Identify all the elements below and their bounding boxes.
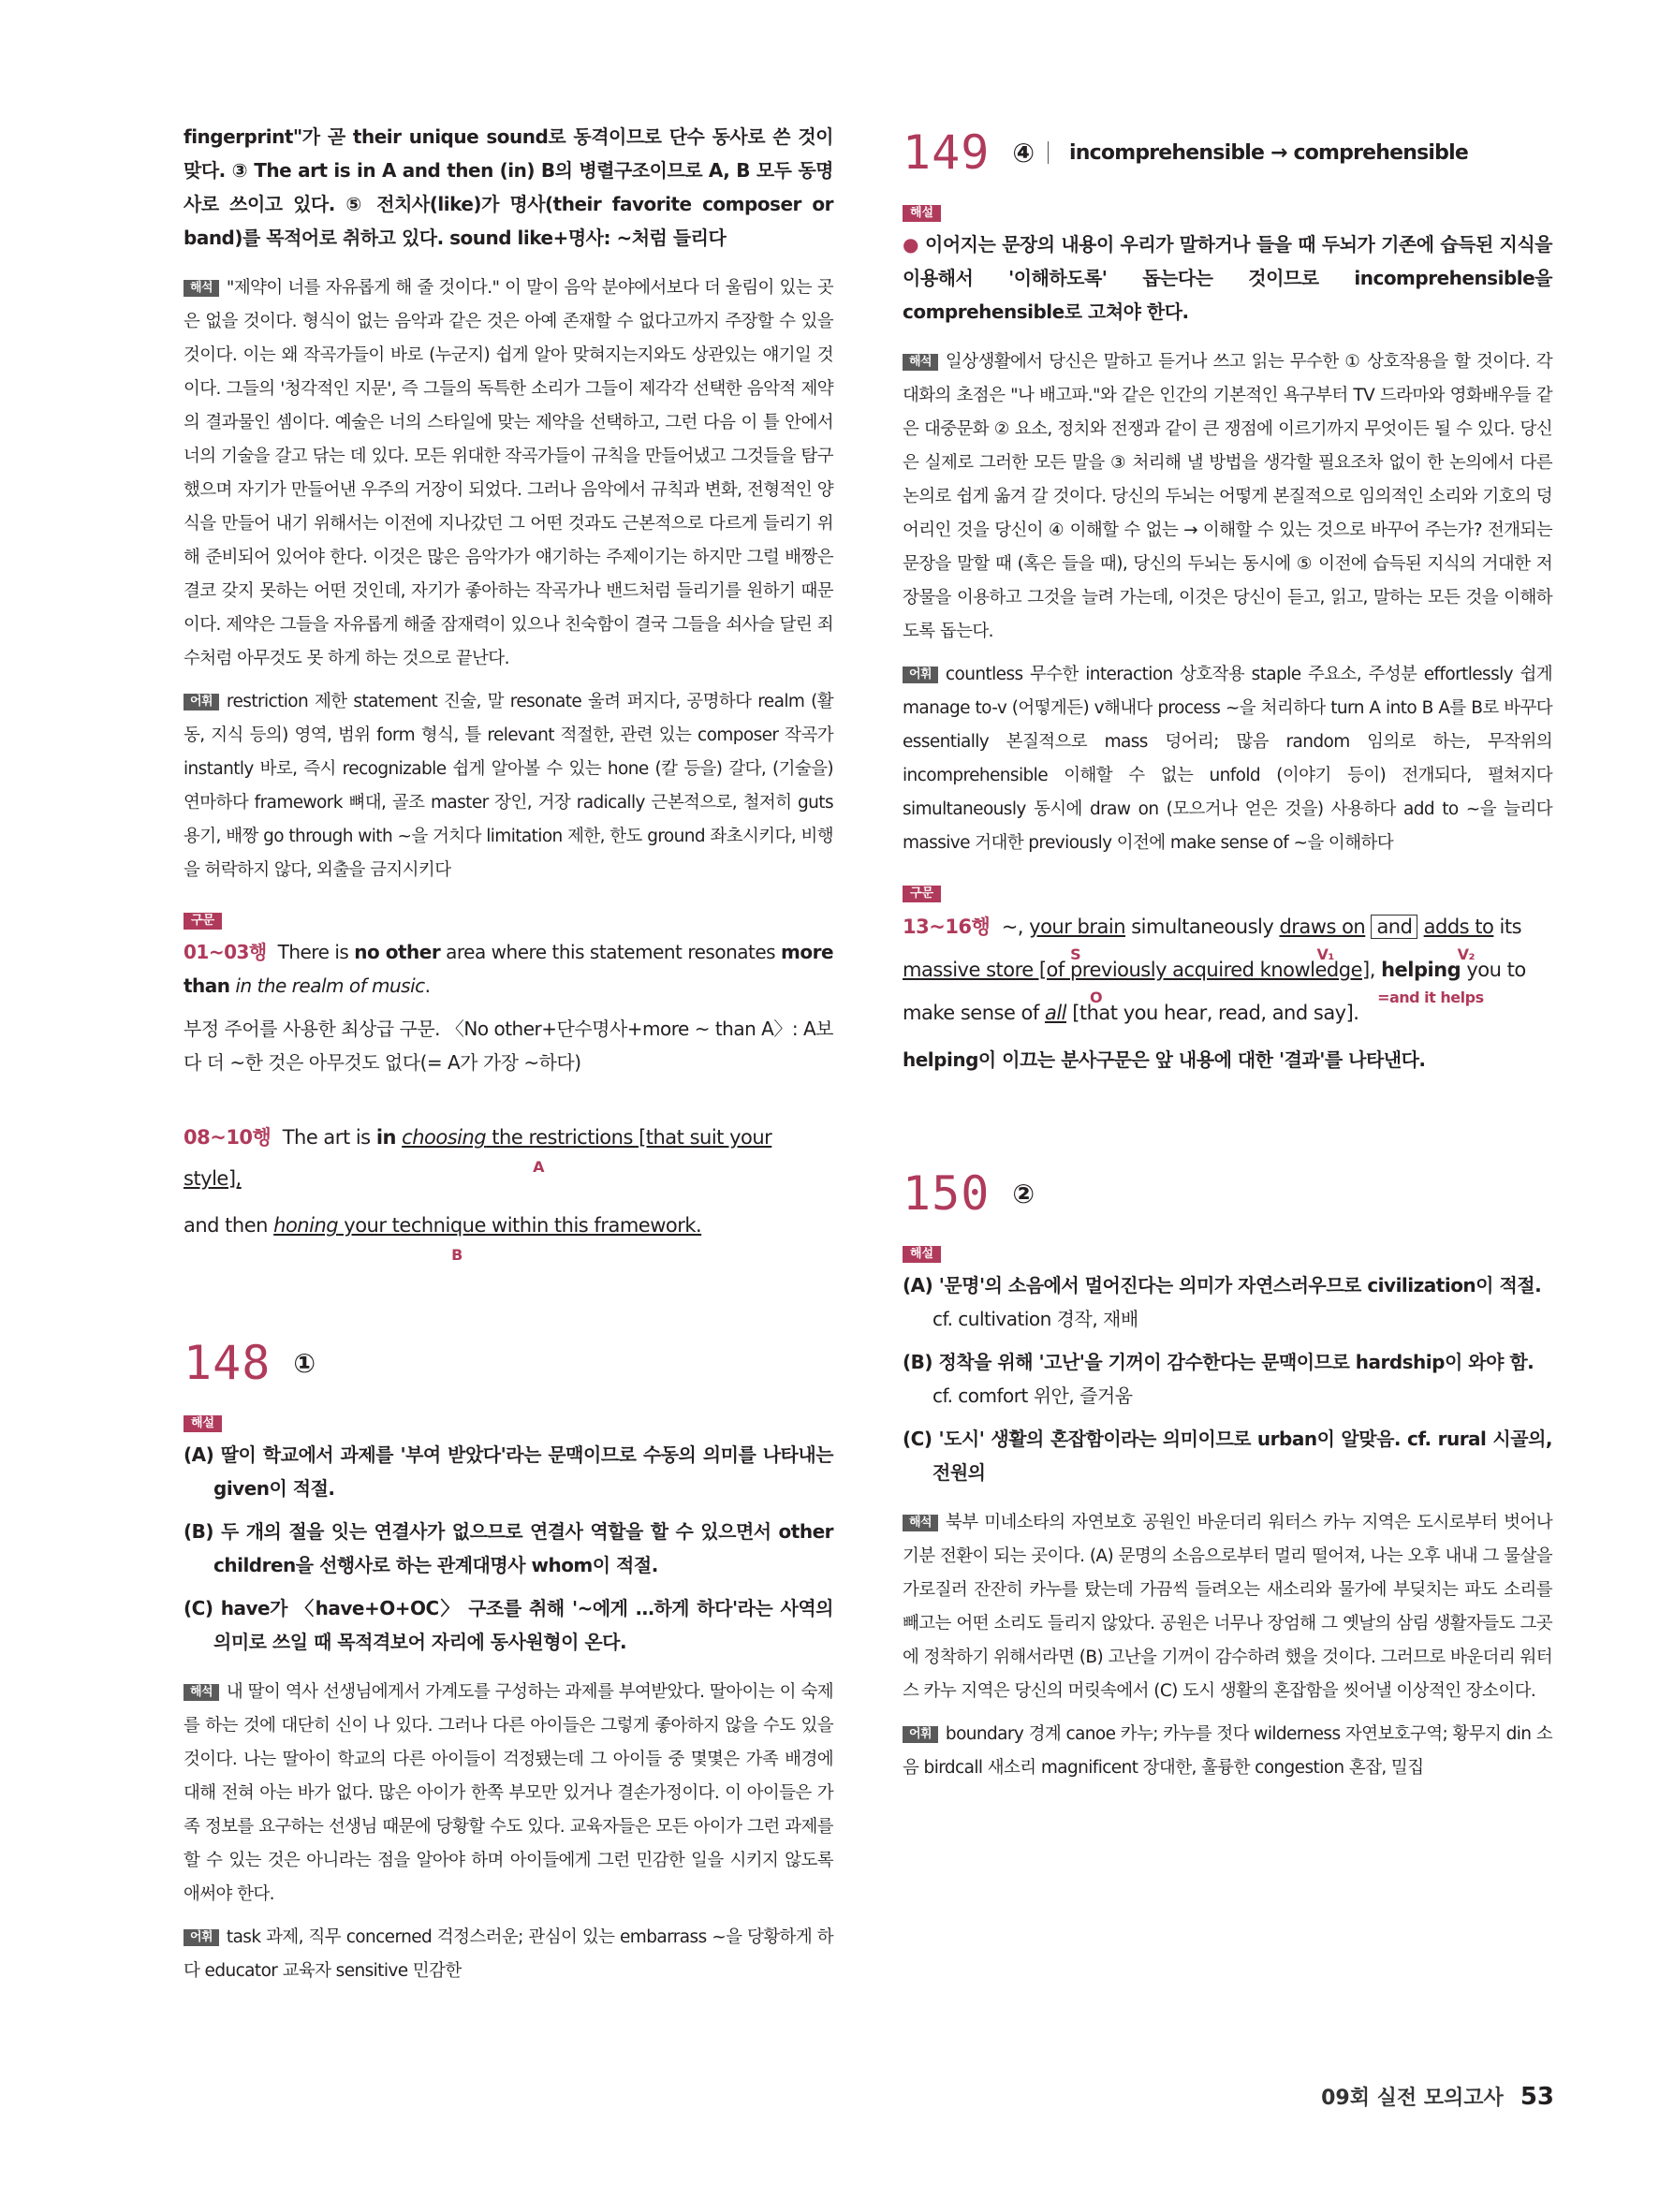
g2-c1: choosing [402,1126,487,1149]
gumun-sentence-1 [184,935,833,1003]
g1-a: There is [277,941,355,963]
g-b: simultaneously [1125,916,1280,938]
g2-e2: your technique within this framework. [338,1214,702,1237]
q148-number: 148 [184,1336,272,1390]
q150-b1: (B) 정착을 위해 '고난'을 기꺼이 감수한다는 문맥이므로 hardship이 와야 함. [903,1351,1534,1373]
g1-f: . [424,974,431,997]
g-a: ~, [1001,916,1030,938]
q149-gumun-expl: helping이 이끄는 분사구문은 앞 내용에 대한 '결과'를 나타낸다. [903,1048,1426,1071]
g-object [903,959,1370,1006]
g-o: massive store [of previously acquired knowledge] [903,959,1370,981]
line-ref-1: 01~03행 [184,941,267,963]
q150-a2: cf. cultivation 경작, 재배 [932,1308,1138,1330]
q149-gumun-line2 [903,949,1552,1006]
q148-expl-tag: 해설 [184,1415,222,1432]
q148-answer: ① [293,1347,316,1379]
q150-a1: (A) '문명'의 소음에서 멀어진다는 의미가 자연스러우므로 civilization이 적절. [903,1274,1542,1296]
q150-expl-tag: 해설 [903,1246,941,1263]
translation-paragraph [184,271,833,676]
g-s: your brain [1029,916,1126,938]
gumun-sentence-2b [184,1205,833,1264]
q149-trans-tag: 해석 [903,354,938,371]
g-all: all [1044,1002,1067,1024]
label-o: O [1090,989,1103,1006]
g-help: helping [1381,959,1461,981]
g-g: [that you hear, read, and say]. [1066,1002,1359,1024]
g2-b: in [375,1126,396,1149]
q149-vocab-text: countless 무수한 interaction 상호작용 staple 주요소, 주성분 effortlessly 쉽게 manage to-v (어떻게든) v해내다 process ~을 처리하다 turn A into B A를 B로 바꾸다 essentially 본질적으로 mass 덩어리; 많음 random 임의로 하는, 무작위의 incomprehensible 이해할 수 없는 unfold (이야기 등이) 전개되다, 펼쳐지다 simultaneously 동시에 draw on (모으거나 얻은 것을) 사용하다 add to ~을 늘리다 massive 거대한 previously 이전에 make sense of ~을 이해하다 [903,665,1552,853]
translation-text: "제약이 너를 자유롭게 해 줄 것이다." 이 말이 음악 분야에서보다 더 울림이 있는 곳은 없을 것이다. 형식이 없는 음악과 같은 것은 아예 존재할 수 없다고까지 주장할 수 있을 것이다. 이는 왜 작곡가들이 바로 (누군지) 쉽게 알아 맞혀지는지와도 상관있는 얘기일 것이다. 그들의 '청각적인 지문', 즉 그들의 독특한 소리가 그들이 제각각 선택한 음악적 제약의 결과물인 셈이다. 예술은 너의 스타일에 맞는 제약을 선택하고, 그런 다음 이 틀 안에서 너의 기술을 갈고 닦는 데 있다. 모든 위대한 작곡가들이 규칙을 만들어냈고 그것들을 탐구했으며 자기가 만들어낸 우주의 거장이 되었다. 그러나 음악에서 규칙과 변화, 전형적인 양식을 만들어 내기 위해서는 이전에 지나갔던 그 어떤 것과도 근본적으로 다르게 들리기 위해 준비되어 있어야 한다. 이것은 많은 음악가가 얘기하는 주제이기는 하지만 그럴 배짱은 결코 갖지 못하는 어떤 것인데, 자기가 좋아하는 작곡가나 밴드처럼 들리기를 원하기 때문이다. 제약은 그들을 자유롭게 해줄 잠재력이 있으나 친숙함이 결국 그들을 쇠사슬 달린 죄수처럼 아무것도 못 하게 하는 것으로 끝난다. [184,278,833,668]
gumun-sentence-2a [184,1117,833,1199]
q150-c: (C) '도시' 생활의 혼잡함이라는 의미이므로 urban이 알맞음. cf. rural 시골의, 전원의 [903,1428,1552,1484]
q149-trans-text: 일상생활에서 당신은 말하고 듣거나 쓰고 읽는 무수한 ① 상호작용을 할 것이다. 각 대화의 초점은 "나 배고파."와 같은 인간의 기본적인 욕구부터 TV 드라마와 영화배우들 같은 대중문화 ② 요소, 정치와 전쟁과 같이 큰 쟁점에 이르기까지 무엇이든 될 수 있다. 당신은 실제로 그러한 모든 말을 ③ 처리해 낼 방법을 생각할 필요조차 없이 한 논의에서 다른 논의로 쉽게 옮겨 갈 것이다. 당신의 두뇌는 어떻게 본질적으로 임의적인 소리와 기호의 덩어리인 것을 당신이 ④ 이해할 수 없는 → 이해할 수 있는 것으로 바꾸어 주는가? 전개되는 문장을 말할 때 (혹은 들을 때), 당신의 두뇌는 동시에 ⑤ 이전에 습득된 지식의 거대한 저장물을 이용하고 그것을 늘려 가는데, 이것은 당신이 듣고, 읽고, 말하는 모든 것을 이해하도록 돕는다. [903,352,1552,641]
separator [1048,141,1049,164]
label-and-it-helps: =and it helps [1377,989,1484,1006]
label-v2: V₂ [1457,945,1476,963]
q149-translation [903,345,1552,649]
g-verb2 [1423,916,1494,963]
q150-vocab-tag: 어휘 [903,1726,938,1743]
q149-vocab [903,658,1552,860]
label-v1: V₁ [1316,945,1334,963]
g-c: its [1493,916,1522,938]
q150-vocab [903,1718,1552,1785]
vocab-tag: 어휘 [184,694,219,710]
g-v1: draws on [1279,916,1366,938]
q149-vocab-tag: 어휘 [903,667,938,683]
q149-gumun-tag: 구문 [903,886,941,902]
section-title: 09회 실전 모의고사 [1321,2087,1504,2110]
q150-header [903,1161,1552,1226]
q148-vocab-tag: 어휘 [184,1929,219,1946]
label-b: B [451,1246,463,1264]
g-verb1 [1279,916,1366,963]
q150-answer: ② [1012,1178,1035,1209]
q150-translation [903,1506,1552,1708]
right-column [903,120,1552,1785]
g2-c2: the restrictions [that suit your style], [184,1126,772,1190]
q150-vocab-text: boundary 경계 canoe 카누; 카누를 젓다 wilderness 자연보호구역; 황무지 din 소음 birdcall 새소리 magnificent 장대한, 훌륭한 congestion 혼잡, 밀집 [903,1724,1552,1778]
g2-part-a [184,1126,771,1190]
q148-b: (B) 두 개의 절을 잇는 연결사가 없으므로 연결사 역할을 할 수 있으면서 other children을 선행사로 하는 관계대명사 whom이 적절. [184,1520,833,1576]
continuation-text: fingerprint"가 곧 their unique sound로 동격이므로 단수 동사로 쓴 것이 맞다. ③ The art is in A and then (in) B의 병렬구조이므로 A, B 모두 동명사로 쓰이고 있다. ⑤ 전치사(like)가 명사(their favorite composer or band)를 목적어로 취하고 있다. sound like+명사: ~처럼 들리다 [184,125,833,249]
translation-tag: 해석 [184,280,219,297]
q149-gumun-line1 [903,906,1552,963]
g2-part-b [273,1214,702,1264]
gumun-expl-1: 부정 주어를 사용한 최상급 구문. 〈No other+단수명사+more ~ than A〉: A보다 더 ~한 것은 아무것도 없다(= A가 가장 ~하다) [184,1018,833,1074]
q149-number: 149 [903,125,991,180]
g-d: , [1369,959,1382,981]
vocab-paragraph [184,685,833,887]
g2-d: and then [184,1214,274,1237]
q149-answer-text: incomprehensible → comprehensible [1069,140,1468,165]
g1-b: no other [354,941,441,963]
q150-number: 150 [903,1166,991,1221]
q149-header [903,120,1552,185]
g2-a: The art is [282,1126,376,1149]
q148-trans-text: 내 딸이 역사 선생님에게서 가계도를 구성하는 과제를 부여받았다. 딸아이는 이 숙제를 하는 것에 대단히 신이 나 있다. 그러나 다른 아이들은 그렇게 좋아하지 않을 수도 있을 것이다. 나는 딸아이 학교의 다른 아이들이 걱정됐는데 그 아이들 중 몇몇은 가족 배경에 대해 전혀 아는 바가 없다. 많은 아이가 한쪽 부모만 있거나 결손가정이다. 이 아이들은 가족 정보를 요구하는 선생님 때문에 당황할 수도 있다. 교육자들은 모든 아이가 그런 과제를 할 수 있는 것은 아니라는 점을 알아야 하며 아이들에게 그런 민감한 일을 시키지 않도록 애써야 한다. [184,1682,833,1904]
q148-translation [184,1676,833,1912]
label-s: S [1070,945,1081,963]
q148-vocab [184,1921,833,1988]
q148-c: (C) have가 〈have+O+OC〉 구조를 취해 '~에게 …하게 하다'라는 사역의 의미로 쓰일 때 목적격보어 자리에 동사원형이 온다. [184,1597,833,1653]
g-subject [1029,916,1126,963]
q149-expl-tag: 해설 [903,205,941,222]
page-footer [1321,2082,1554,2111]
g-and-box: and [1371,915,1417,939]
gumun-tag: 구문 [184,913,222,930]
g1-c: area where this statement resonates [440,941,781,963]
left-column [184,120,833,1988]
q150-trans-text: 북부 미네소타의 자연보호 공원인 바운더리 워터스 카누 지역은 도시로부터 벗어나 기분 전환이 되는 곳이다. (A) 문명의 소음으로부터 멀리 떨어져, 나는 오후 내내 그 물살을 가로질러 잔잔히 카누를 탔는데 가끔씩 들려오는 새소리와 물가에 부딪치는 파도 소리를 빼고는 어떤 소리도 들리지 않았다. 공원은 너무나 장엄해 그 옛날의 삼림 생활자들도 그곳에 정착하기 위해서라면 (B) 고난을 기꺼이 감수하려 했을 것이다. 그러므로 바운더리 워터스 카누 지역은 당신의 머릿속에서 (C) 도시 생활의 혼잡함을 씻어낼 이상적인 장소이다. [903,1513,1552,1701]
q148-a: (A) 딸이 학교에서 과제를 '부여 받았다'라는 문맥이므로 수동의 의미를 나타내는 given이 적절. [184,1443,833,1500]
g-helping [1377,959,1484,1006]
q149-line-ref: 13~16행 [903,916,991,938]
g1-e: in the realm of music [229,974,425,997]
q149-expl [903,227,1552,329]
line-ref-2: 08~10행 [184,1126,272,1149]
g-v2: adds to [1423,916,1494,938]
q148-trans-tag: 해석 [184,1684,219,1701]
g-f: make sense of [903,1002,1045,1024]
page-number: 53 [1520,2083,1554,2111]
g2-e1: honing [273,1214,339,1237]
q150-b2: cf. comfort 위안, 즐거움 [932,1384,1133,1407]
q149-answer: ④ [1012,137,1035,168]
bullet-icon: ● [903,233,919,256]
q149-expl-text: 이어지는 문장의 내용이 우리가 말하거나 들을 때 두뇌가 기존에 습득된 지식을 이용해서 '이해하도록' 돕는다는 것이므로 incomprehensible을 comprehensible로 고쳐야 한다. [903,233,1553,323]
g1-d: more than [184,941,834,997]
q150-trans-tag: 해석 [903,1515,938,1531]
label-a: A [533,1158,545,1176]
q148-vocab-text: task 과제, 직무 concerned 걱정스러운; 관심이 있는 embarrass ~을 당황하게 하다 educator 교육자 sensitive 민감한 [184,1927,833,1981]
q148-header [184,1330,833,1396]
g-e: you to [1461,959,1526,981]
vocab-text: restriction 제한 statement 진술, 말 resonate 울려 퍼지다, 공명하다 realm (활동, 지식 등의) 영역, 범위 form 형식, 틀 relevant 적절한, 관련 있는 composer 작곡가 instantly 바로, 즉시 recognizable 쉽게 알아볼 수 있는 hone (칼 등을) 갈다, (기술을) 연마하다 framework 뼈대, 골조 master 장인, 거장 radically 근본적으로, 철저히 guts 용기, 배짱 go through with ~을 거치다 limitation 제한, 한도 ground 좌초시키다, 비행을 허락하지 않다, 외출을 금지시키다 [184,692,833,880]
